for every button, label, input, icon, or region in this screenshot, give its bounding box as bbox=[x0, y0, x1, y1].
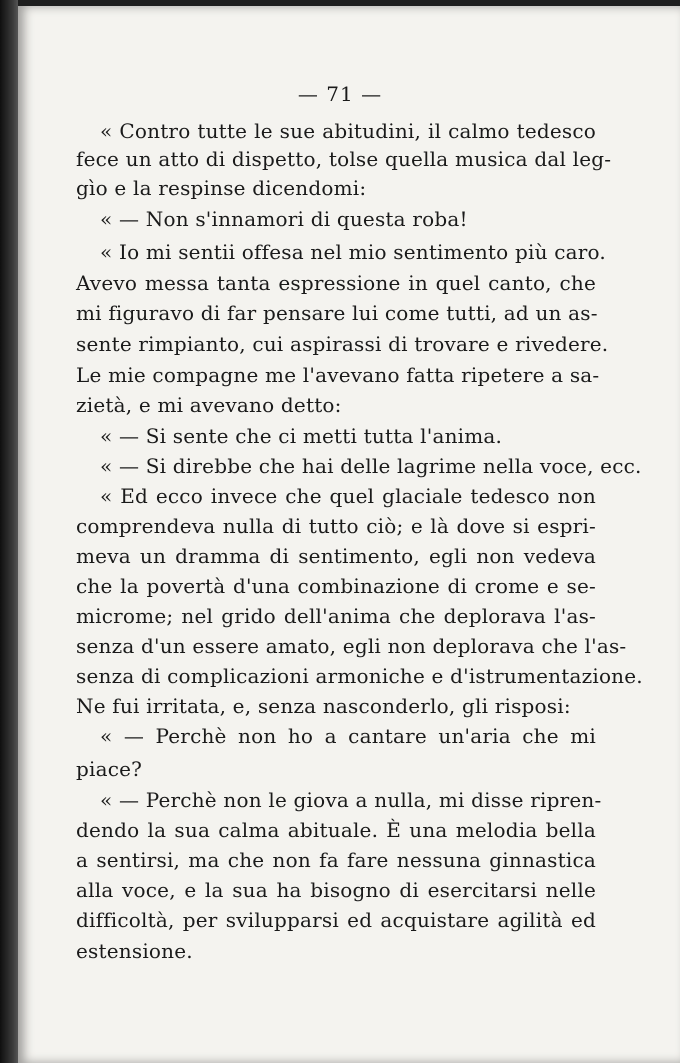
text-line: Ne fui irritata, e, senza nasconderlo, gli risposi: bbox=[76, 694, 571, 718]
text-line: senza di complicazioni armoniche e d'istrumentazione. bbox=[76, 664, 643, 688]
text-line: gìo e la respinse dicendomi: bbox=[76, 176, 367, 200]
text-line: mi figuravo di far pensare lui come tutti, ad un as- bbox=[76, 301, 598, 325]
text-line: « — Perchè non le giova a nulla, mi disse ripren- bbox=[100, 788, 602, 812]
text-line: alla voce, e la sua ha bisogno di esercitarsi nelle bbox=[76, 878, 596, 902]
text-line: « Contro tutte le sue abitudini, il calmo tedesco bbox=[100, 119, 596, 143]
text-line: « — Perchè non ho a cantare un'aria che mi bbox=[100, 724, 596, 748]
text-line: che la povertà d'una combinazione di crome e se- bbox=[76, 574, 596, 598]
text-line: meva un dramma di sentimento, egli non vedeva bbox=[76, 544, 596, 568]
text-line: « Ed ecco invece che quel glaciale tedesco non bbox=[100, 484, 596, 508]
text-line: a sentirsi, ma che non fa fare nessuna ginnastica bbox=[76, 848, 596, 872]
text-line: « — Si direbbe che hai delle lagrime nella voce, ecc. bbox=[100, 454, 642, 478]
text-line: senza d'un essere amato, egli non deplorava che l'as- bbox=[76, 634, 627, 658]
text-line: Le mie compagne me l'avevano fatta ripetere a sa- bbox=[76, 363, 600, 387]
text-line: zietà, e mi avevano detto: bbox=[76, 393, 342, 417]
text-line: estensione. bbox=[76, 939, 193, 963]
text-line: fece un atto di dispetto, tolse quella musica dal leg- bbox=[76, 147, 612, 171]
text-line: microme; nel grido dell'anima che deplorava l'as- bbox=[76, 604, 596, 628]
text-line: « — Si sente che ci metti tutta l'anima. bbox=[100, 424, 503, 448]
text-line: Avevo messa tanta espressione in quel canto, che bbox=[76, 271, 596, 295]
page-number: — 71 — bbox=[297, 82, 383, 106]
text-line: « Io mi sentii offesa nel mio sentimento più caro. bbox=[100, 240, 606, 264]
text-line: dendo la sua calma abituale. È una melodia bella bbox=[76, 818, 596, 842]
text-line: comprendeva nulla di tutto ciò; e là dove si espri- bbox=[76, 514, 596, 538]
text-line: sente rimpianto, cui aspirassi di trovare e rivedere. bbox=[76, 332, 609, 356]
text-line: piace? bbox=[76, 757, 143, 781]
text-line: difficoltà, per svilupparsi ed acquistare agilità ed bbox=[76, 908, 596, 932]
text-line: « — Non s'innamori di questa roba! bbox=[100, 207, 468, 231]
